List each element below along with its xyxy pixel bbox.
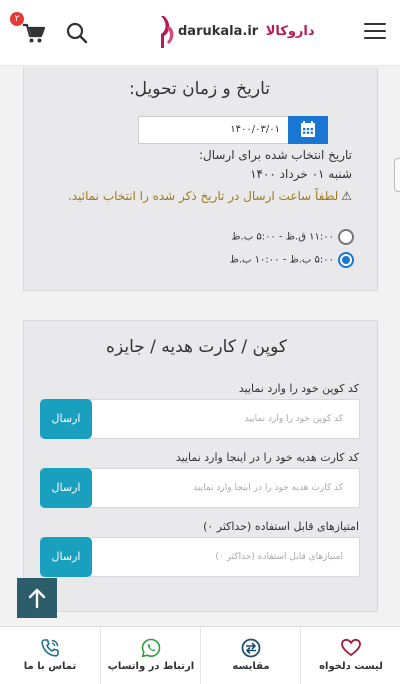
- time-warning: [42, 187, 352, 206]
- coupon-card: [23, 320, 378, 612]
- cart-badge: ۲: [10, 12, 24, 26]
- logo-text: [178, 24, 315, 39]
- reward-points-submit-button[interactable]: ارسال: [40, 537, 92, 577]
- reward-points-label: امتیازهای قابل استفاده (حداکثر ۰): [203, 520, 359, 533]
- coupon-title: کوپن / کارت هدیه / جایزه: [106, 337, 287, 357]
- gift-card-label: کد کارت هدیه خود را در اینجا وارد نمایید: [175, 451, 359, 464]
- warning-icon: ⚠: [341, 189, 352, 203]
- cart-icon[interactable]: [22, 22, 46, 44]
- compare-icon: [241, 638, 261, 658]
- time-slot-radio[interactable]: [338, 229, 354, 245]
- coupon-submit-button[interactable]: ارسال: [40, 399, 92, 439]
- menu-icon[interactable]: [364, 23, 386, 41]
- top-header: [0, 0, 400, 66]
- bottom-nav-wishlist[interactable]: [300, 627, 400, 684]
- phone-icon: [40, 638, 60, 658]
- gift-card-group: [40, 468, 360, 508]
- time-slot-radio-selected[interactable]: [338, 252, 354, 268]
- search-icon[interactable]: [66, 22, 88, 44]
- bottom-nav-label: لیست دلخواه: [319, 661, 383, 672]
- bottom-nav-compare[interactable]: [200, 627, 300, 684]
- warning-text: لطفاً ساعت ارسال در تاریخ ذکر شده را انتخاب نمائید.: [68, 189, 339, 203]
- time-slot-label: ۱۱:۰۰ ق.ظ - ۵:۰۰ ب.ظ: [231, 231, 334, 243]
- side-edge-tab[interactable]: [394, 158, 400, 192]
- arrow-up-icon: [17, 578, 57, 618]
- calendar-button[interactable]: [288, 116, 328, 144]
- selected-date-label: تاریخ انتخاب شده برای ارسال:: [198, 148, 352, 162]
- delivery-date-field[interactable]: ۱۴۰۰/۰۳/۰۱: [138, 116, 288, 144]
- calendar-icon: [288, 116, 328, 144]
- heart-icon: [341, 638, 361, 658]
- time-slot-option[interactable]: [230, 252, 354, 270]
- selected-date-value: شنبه ۰۱ خرداد ۱۴۰۰: [250, 167, 352, 181]
- bottom-nav-label: مقایسه: [232, 661, 270, 672]
- whatsapp-icon: [141, 638, 161, 658]
- brand-en: darukala.ir: [178, 24, 259, 39]
- bottom-nav-label: تماس با ما: [23, 661, 77, 672]
- time-slot-label: ۵:۰۰ ب.ظ - ۱۰:۰۰ ب.ظ: [229, 254, 334, 266]
- delivery-title: تاریخ و زمان تحویل:: [128, 79, 270, 99]
- gift-card-submit-button[interactable]: ارسال: [40, 468, 92, 508]
- time-slot-option[interactable]: [231, 229, 354, 247]
- bottom-nav-whatsapp[interactable]: [100, 627, 200, 684]
- delivery-card: [23, 67, 378, 291]
- bottom-nav-contact[interactable]: [0, 627, 100, 684]
- coupon-code-label: کد کوپن خود را وارد نمایید: [238, 382, 359, 395]
- logo-mark-icon: [158, 14, 178, 50]
- reward-points-group: [40, 537, 360, 577]
- bottom-nav-label: ارتباط در واتساپ: [107, 661, 195, 672]
- brand-fa: داروکالا: [265, 24, 315, 39]
- coupon-code-group: [40, 399, 360, 439]
- site-logo[interactable]: [158, 14, 315, 52]
- bottom-nav: [0, 626, 400, 684]
- scroll-top-button[interactable]: [17, 578, 57, 618]
